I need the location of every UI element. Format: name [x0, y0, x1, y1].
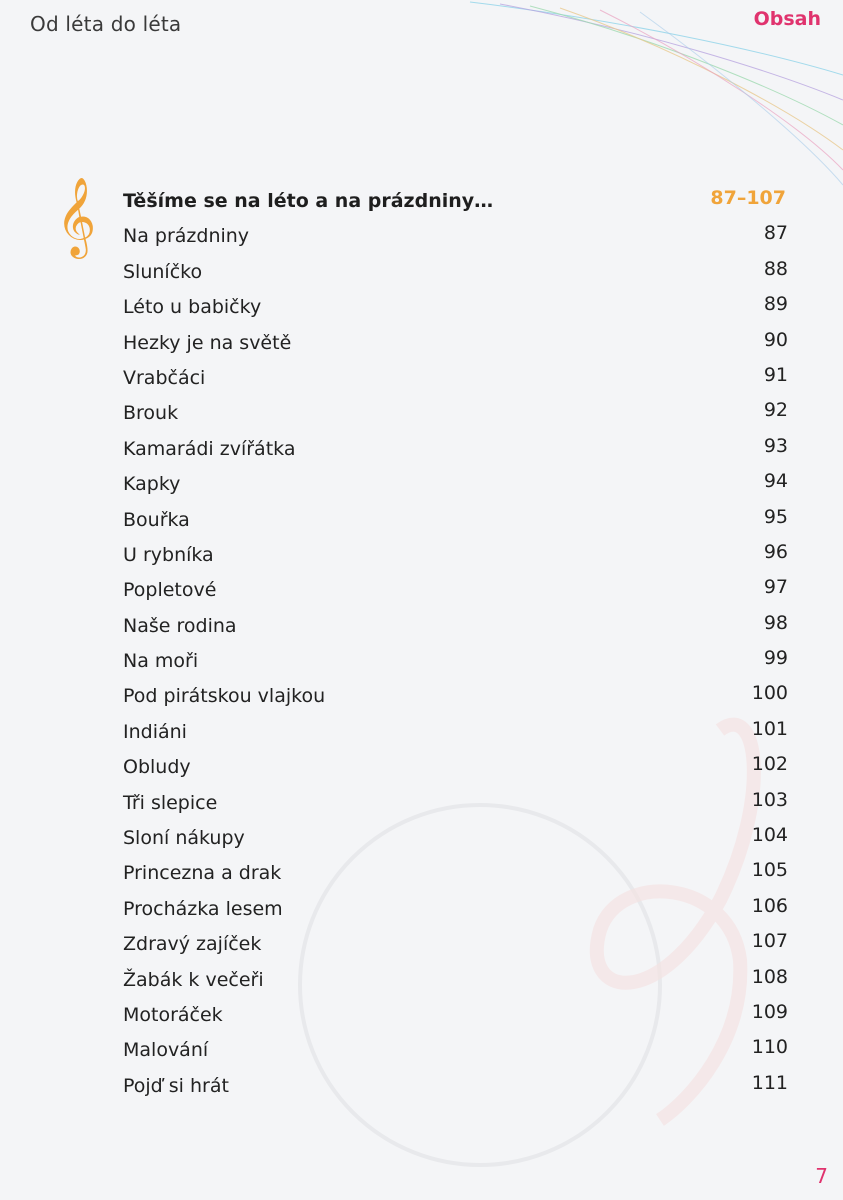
toc-entry-title: Naše rodina	[123, 614, 237, 637]
toc-entry-title: Brouk	[123, 402, 179, 425]
toc-entry[interactable]	[122, 965, 788, 1000]
toc-entry-page: 88	[763, 257, 788, 280]
toc-entry-page: 105	[751, 859, 788, 882]
toc-entry-title: Hezky je na světě	[123, 331, 292, 354]
toc-entry-page: 108	[751, 965, 788, 988]
toc-entry-title: Zdravý zajíček	[123, 933, 262, 956]
toc-entry[interactable]	[122, 398, 788, 433]
toc-entry-title: Pod pirátskou vlajkou	[123, 685, 326, 708]
toc-entry[interactable]	[122, 221, 788, 256]
treble-clef-icon: 𝄞	[56, 177, 97, 256]
toc-entry[interactable]	[122, 505, 788, 540]
toc-entry-page: 89	[763, 293, 788, 316]
toc-entry-page: 111	[751, 1071, 788, 1094]
toc-entry-page: 99	[763, 647, 788, 670]
chapter-page-range: 87–107	[710, 187, 786, 209]
toc-entry[interactable]	[122, 611, 788, 646]
toc-entry[interactable]	[122, 328, 788, 363]
toc-entry-page: 100	[751, 682, 788, 705]
toc-entry[interactable]	[122, 434, 788, 469]
toc-entry[interactable]	[122, 858, 788, 893]
toc-entry-page: 92	[763, 399, 788, 422]
toc-entry[interactable]	[122, 540, 788, 575]
toc-entry-page: 104	[751, 824, 788, 847]
toc-entry-page: 103	[751, 788, 788, 811]
toc-entry-page: 90	[763, 328, 788, 351]
toc-entry-title: Pojď si hrát	[123, 1074, 229, 1097]
toc-entry[interactable]	[122, 752, 788, 787]
toc-entry-page: 106	[751, 894, 788, 917]
toc-entry-page: 91	[763, 363, 788, 386]
toc-entry-title: Žabák k večeři	[123, 968, 264, 991]
toc-chapter-heading[interactable]	[122, 186, 788, 221]
toc-entry[interactable]	[122, 646, 788, 681]
toc-entry-page: 95	[763, 505, 788, 528]
toc-entry[interactable]	[122, 823, 788, 858]
toc-entry-page: 110	[751, 1036, 788, 1059]
toc-entry-title: Léto u babičky	[123, 296, 262, 319]
toc-entry-title: Procházka lesem	[123, 897, 283, 920]
toc-entry-title: Kamarádi zvířátka	[123, 437, 296, 460]
toc-entry[interactable]	[122, 257, 788, 292]
toc-entry-page: 101	[751, 717, 788, 740]
toc-entry[interactable]	[122, 1035, 788, 1070]
toc-entry[interactable]	[122, 363, 788, 398]
toc-entry-title: Sloní nákupy	[123, 827, 245, 850]
toc-entry[interactable]	[122, 1000, 788, 1035]
toc-entry-title: Malování	[123, 1039, 209, 1062]
toc-entry-title: Princezna a drak	[123, 862, 282, 885]
toc-entry-page: 102	[751, 753, 788, 776]
toc-entry-title: U rybníka	[123, 543, 214, 566]
section-title: Obsah	[753, 8, 821, 30]
toc-entry-title: Na prázdniny	[123, 225, 250, 248]
toc-entry-title: Motoráček	[123, 1003, 223, 1026]
toc-entry-title: Indiáni	[123, 720, 187, 743]
toc-entry-title: Na moři	[123, 650, 199, 673]
toc-entry[interactable]	[122, 717, 788, 752]
toc-entry-title: Kapky	[123, 473, 181, 496]
toc-entry-page: 93	[763, 434, 788, 457]
toc-entry-page: 96	[763, 540, 788, 563]
book-title: Od léta do léta	[30, 12, 182, 36]
toc-entry-title: Tři slepice	[123, 791, 218, 814]
toc-entry[interactable]	[122, 788, 788, 823]
toc-entry-page: 109	[751, 1000, 788, 1023]
toc-entry-page: 97	[763, 576, 788, 599]
toc-entry-title: Obludy	[123, 756, 191, 779]
toc-entry-title: Sluníčko	[123, 260, 203, 283]
toc-entry-title: Vrabčáci	[123, 366, 206, 389]
toc-entry-page: 87	[763, 222, 788, 245]
toc-entry[interactable]	[122, 894, 788, 929]
toc-entry[interactable]	[122, 292, 788, 327]
toc-entry[interactable]	[122, 1071, 788, 1106]
toc-entry[interactable]	[122, 929, 788, 964]
toc-entry-page: 98	[763, 611, 788, 634]
toc-entry[interactable]	[122, 575, 788, 610]
chapter-title: Těšíme se na léto a na prázdniny…	[123, 190, 494, 212]
toc-entry[interactable]	[122, 469, 788, 504]
toc-entry-page: 94	[763, 470, 788, 493]
toc-entry-page: 107	[751, 930, 788, 953]
toc-entry-title: Popletové	[123, 579, 217, 602]
toc-entry-title: Bouřka	[123, 508, 190, 531]
table-of-contents	[122, 186, 788, 1106]
page-number: 7	[815, 1164, 828, 1188]
toc-entry[interactable]	[122, 681, 788, 716]
